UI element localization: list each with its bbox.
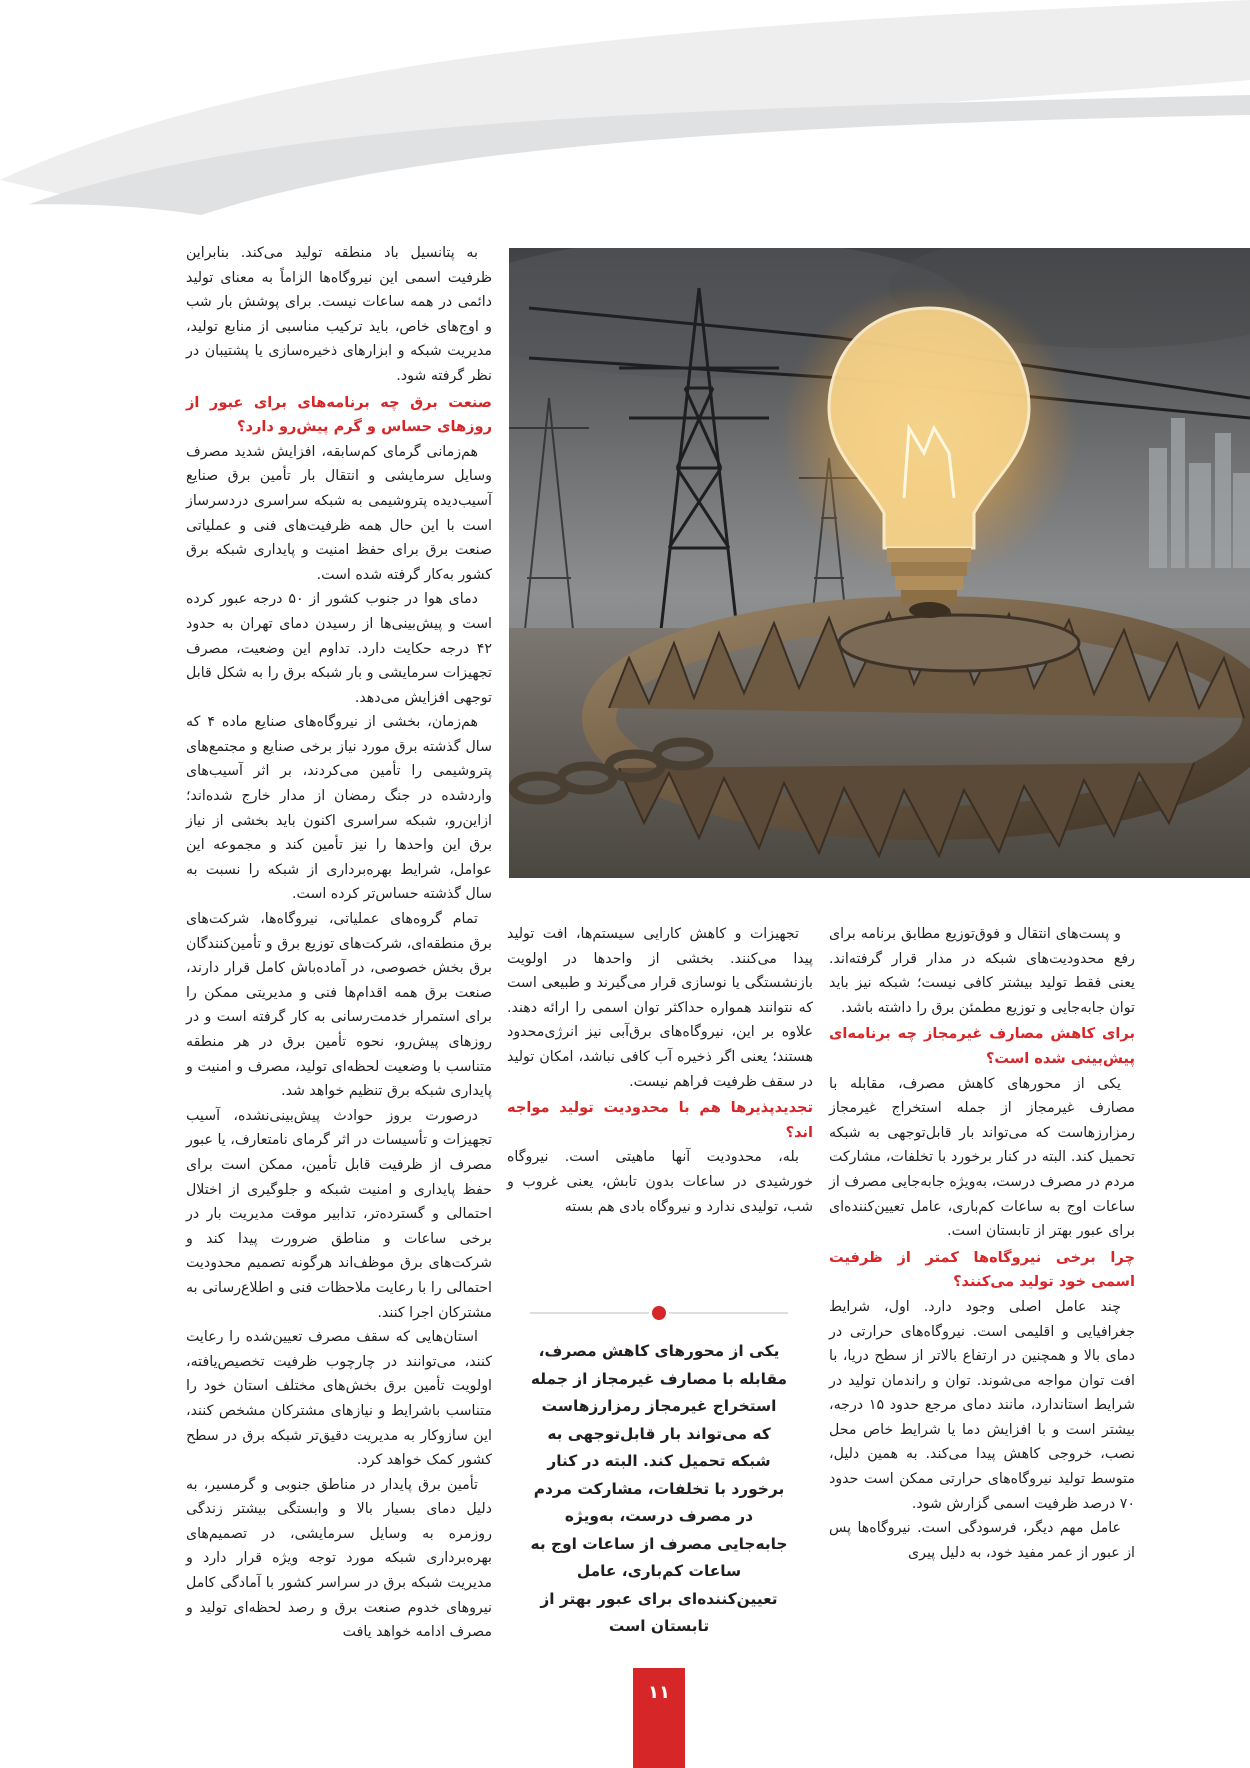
paragraph: عامل مهم دیگر، فرسودگی است. نیروگاه‌ها پس از عبور از عمر مفید خود، به دلیل پیری — [829, 1520, 1135, 1561]
paragraph: هم‌زمانی گرمای کم‌سابقه، افزایش شدید مصرف وسایل سرمایشی و انتقال بار تأمین برق صنایع آسیب‌دیده پتروشیمی به شبکه سراسری دردسرساز است با این حال همه ظرفیت‌های فنی و عملیاتی صنعت برق برای حفظ امنیت و پایداری شبکه برق کشور به‌کار گرفته شده است. — [186, 443, 492, 583]
header-swoosh-decoration — [0, 0, 1250, 240]
paragraph: تجهیزات و کاهش کارایی سیستم‌ها، افت تولید پیدا می‌کنند. بخشی از واحدها در اولویت بازنشستگی یا نوسازی قرار می‌گیرند و طبیعی است که نتوانند همواره حداکثر توان اسمی را ارائه دهند. علاوه بر این، نیروگاه‌های برق‌آبی نیز انرژی‌محدود هستند؛ یعنی اگر ذخیره آب کافی نباشد، امکان تولید در سقف ظرفیت فراهم نیست. — [507, 926, 813, 1090]
paragraph: چند عامل اصلی وجود دارد. اول، شرایط جغرافیایی و اقلیمی است. نیروگاه‌های حرارتی در دمای بالا و همچنین در ارتفاع بالاتر از سطح دریا، با افت توان مواجه می‌شوند. توان و راندمان تولید در شرایط استاندارد، مانند دمای مرجع حدود ۱۵ درجه، بیشتر است و با افزایش دما یا شرایط خاص محل نصب، خروجی کاهش پیدا می‌کند. به همین دلیل، متوسط تولید نیروگاه‌های حرارتی ممکن است حدود ۷۰ درصد ظرفیت اسمی گزارش شود. — [829, 1298, 1136, 1512]
section-heading: صنعت برق چه برنامه‌های برای عبور از روزهای حساس و گرم پیش‌رو دارد؟ — [186, 393, 492, 436]
pullquote-divider — [530, 1302, 788, 1324]
page-number: ۱۱ — [633, 1668, 685, 1768]
paragraph: هم‌زمان، بخشی از نیروگاه‌های صنایع ماده ۴ که سال گذشته برق مورد نیاز برخی صنایع و مجتمع‌های پتروشیمی را تأمین می‌کردند، بر اثر آسیب‌های واردشده در جنگ رمضان از مدار خارج شده‌اند؛ ازاین‌رو، شبکه سراسری اکنون باید بخشی از نیاز برق این واحدها را نیز تأمین کند و مجموعه این عوامل، شرایط بهره‌برداری از شبکه را نسبت به سال گذشته حساس‌تر کرده است. — [186, 714, 492, 903]
paragraph: یکی از محورهای کاهش مصرف، مقابله با مصارف غیرمجاز از جمله استخراج غیرمجاز رمزارزهاست که می‌تواند بار قابل‌توجهی به شبکه تحمیل کند. البته در کنار برخورد با تخلفات، مشارکت مردم در مصرف درست، به‌ویژه جابه‌جایی مصرف از ساعات اوج به ساعات کم‌باری، عامل تعیین‌کننده‌ای برای عبور بهتر از تابستان است. — [829, 1075, 1135, 1240]
article-column-right — [829, 922, 1135, 1565]
article-column-middle — [507, 922, 813, 1219]
paragraph: درصورت بروز حوادث پیش‌بینی‌نشده، آسیب تجهیزات و تأسیسات در اثر گرمای نامتعارف، یا عبور مصرف از ظرفیت قابل تأمین، ممکن است برای حفظ پایداری و امنیت شبکه و جلوگیری از اختلال احتمالی و گسترده‌تر، تدابیر موقت مدیریت بار در برخی ساعات و مناطق ضرورت پیدا کند و شرکت‌های برق موظف‌اند هرگونه تصمیم محدودیت احتمالی را با رعایت ملاحظات فنی و اطلاع‌رسانی به مشترکان اجرا کنند. — [186, 1107, 492, 1321]
paragraph: به پتانسیل باد منطقه تولید می‌کند. بنابراین ظرفیت اسمی این نیروگاه‌ها الزاماً به معنای تولید دائمی در همه ساعات نیست. برای پوشش بار شب و اوج‌های خاص، باید ترکیب مناسبی از منابع تولید، مدیریت شبکه و ابزارهای ذخیره‌سازی یا پشتیبان در نظر گرفته شود. — [186, 245, 492, 384]
paragraph: بله، محدودیت آنها ماهیتی است. نیروگاه خورشیدی در ساعات بدون تابش، یعنی غروب و شب، تولیدی ندارد و نیروگاه بادی هم بسته — [507, 1149, 813, 1215]
article-column-left — [186, 241, 492, 1645]
paragraph: و پست‌های انتقال و فوق‌توزیع مطابق برنامه برای رفع محدودیت‌های شبکه در مدار قرار گرفته‌اند. یعنی فقط تولید بیشتر کافی نیست؛ شبکه نیز باید توان جابه‌جایی و توزیع مطمئن برق را داشته باشد. — [829, 926, 1135, 1016]
section-heading: برای کاهش مصارف غیرمجاز چه برنامه‌ای پیش‌بینی شده است؟ — [829, 1025, 1135, 1067]
pull-quote: یکی از محورهای کاهش مصرف، مقابله با مصارف غیرمجاز از جمله استخراج غیرمجاز رمزارزهاست که می‌تواند بار قابل‌توجهی به شبکه تحمیل کند. البته در کنار برخورد با تخلفات، مشارکت مردم در مصرف درست، به‌ویژه جابه‌جایی مصرف از ساعات اوج به ساعات کم‌باری، عامل تعیین‌کننده‌ای برای عبور بهتر از تابستان است — [530, 1342, 788, 1635]
hero-image — [509, 248, 1250, 878]
paragraph: تمام گروه‌های عملیاتی، نیروگاه‌ها، شرکت‌های برق منطقه‌ای، شرکت‌های توزیع برق و تأمین‌کنندگان برق بخش خصوصی، در آماده‌باش کامل قرار دارند، صنعت برق همه اقدام‌ها فنی و مدیریتی ممکن را برای استمرار خدمت‌رسانی به کار گرفته است و در روزهای پیش‌رو، نحوه تأمین برق در هر منطقه متناسب با وضعیت لحظه‌ای تولید، مصرف و امنیت و پایداری شبکه برق تنظیم خواهد شد. — [186, 911, 492, 1100]
paragraph: استان‌هایی که سقف مصرف تعیین‌شده را رعایت کنند، می‌توانند در چارچوب ظرفیت تخصیص‌یافته، اولویت تأمین برق بخش‌های مختلف استان خود را متناسب باشرایط و نیازهای مشترکان مشخص کنند، این سازوکار به مدیریت دقیق‌تر شبکه برق در سطح کشور کمک خواهد کرد. — [186, 1329, 492, 1469]
paragraph: تأمین برق پایدار در مناطق جنوبی و گرمسیر، به دلیل دمای بسیار بالا و وابستگی بیشتر زندگی روزمره به وسایل سرمایشی، در تصمیم‌های بهره‌برداری شبکه مورد توجه ویژه قرار دارد و مدیریت شبکه برق در سراسر کشور با آمادگی کامل نیروهای خدوم صنعت برق و رصد لحظه‌ای تولید و مصرف ادامه خواهد یافت — [186, 1476, 492, 1641]
section-heading: چرا برخی نیروگاه‌ها کمتر از ظرفیت اسمی خود تولید می‌کنند؟ — [829, 1248, 1135, 1291]
paragraph: دمای هوا در جنوب کشور از ۵۰ درجه عبور کرده است و پیش‌بینی‌ها از رسیدن دمای تهران به حدود ۴۲ درجه حکایت دارد. تداوم این وضعیت، مصرف تجهیزات سرمایشی و بار شبکه برق را به شکل قابل توجهی افزایش می‌دهد. — [186, 591, 492, 706]
section-heading: تجدیدپذیرها هم با محدودیت تولید مواجه اند؟ — [507, 1099, 813, 1141]
